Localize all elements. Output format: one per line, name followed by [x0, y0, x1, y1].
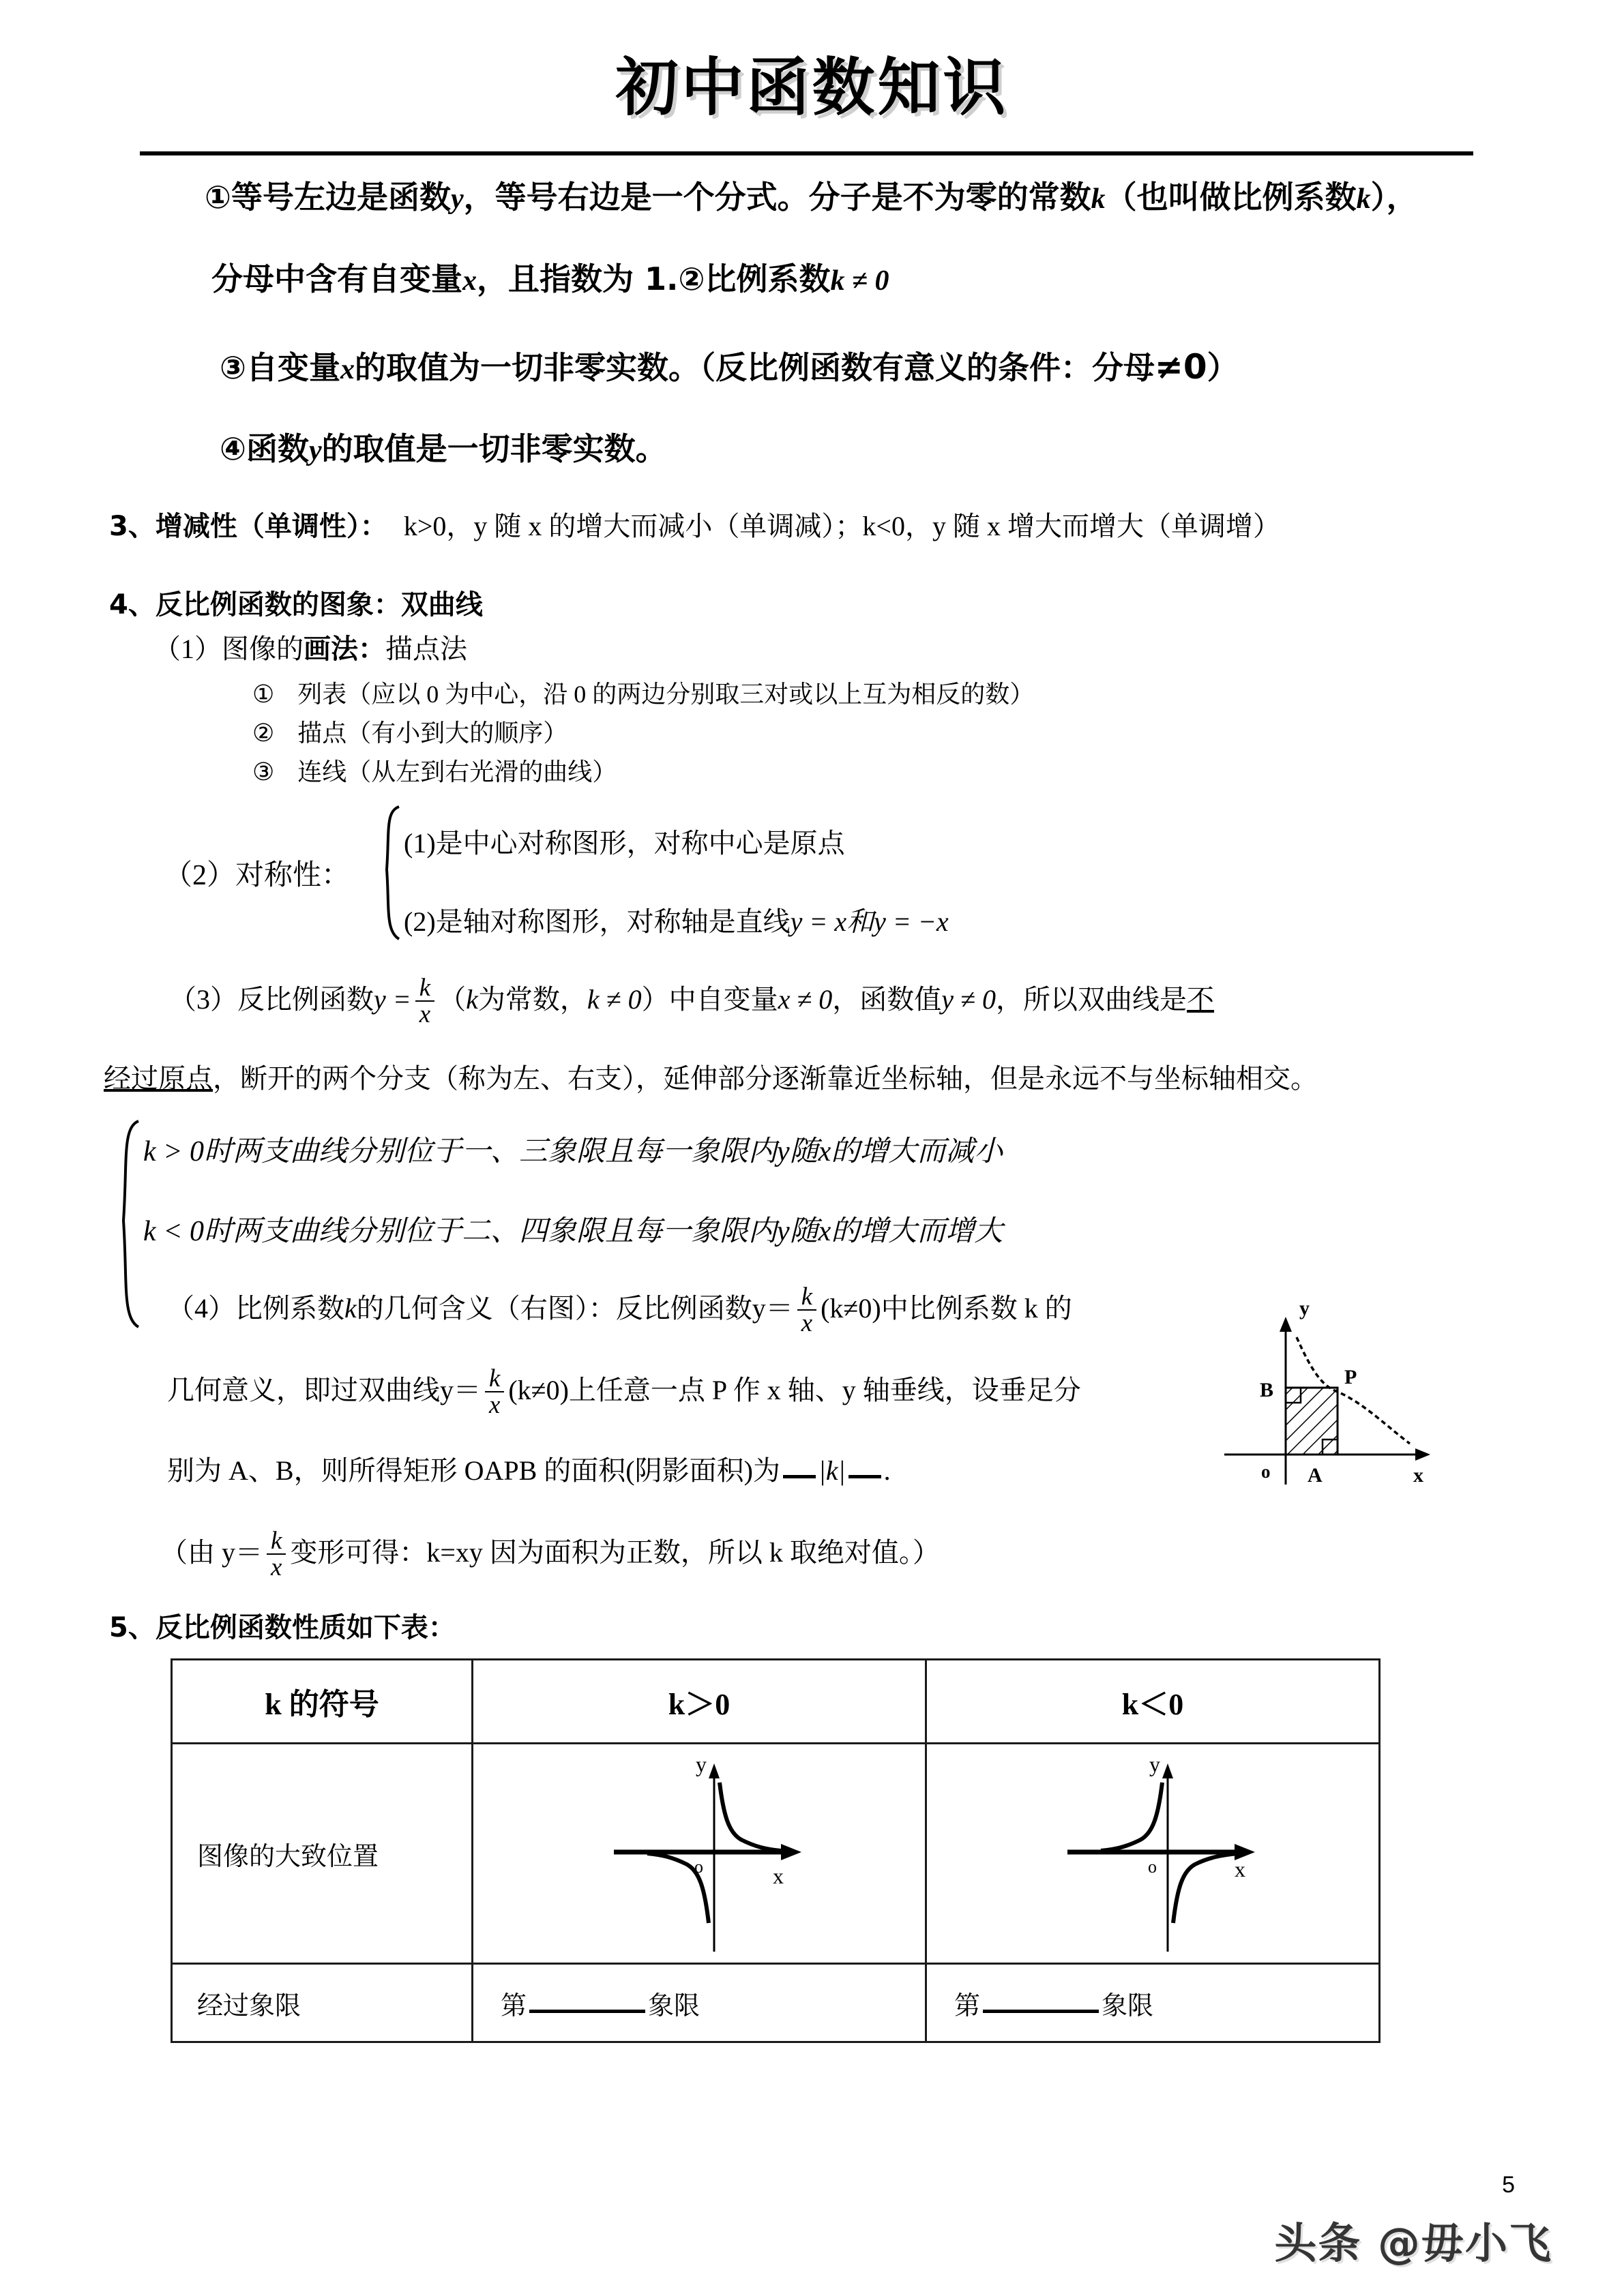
step-3-text: 连线（从左到右光滑的曲线） — [297, 758, 617, 786]
symmetry-brace-icon — [372, 805, 403, 941]
note-b: 变形可得：k=xy 因为面积为正数，所以 k 取绝对值。） — [290, 1536, 940, 1568]
fraction-numerator: k — [419, 973, 431, 1001]
figure-label-b: B — [1260, 1379, 1274, 1401]
sub1-suffix: 描点法 — [385, 633, 467, 664]
kpos-label-o: o — [694, 1856, 703, 1877]
step-1-text: 列表（应以 0 为中心，沿 0 的两边分别取三对或以上互为相反的数） — [297, 681, 1035, 708]
def3-text-b: 的取值为一切 — [354, 349, 543, 386]
kneg-branch-q4 — [1173, 1853, 1239, 1923]
quadrant-suffix-1: 象限 — [648, 1991, 700, 2021]
def4-text-a: ④函数 — [220, 430, 309, 467]
title-divider — [140, 151, 1473, 155]
figure-label-y: y — [1299, 1299, 1310, 1320]
def1b-expr-k: k ≠ 0 — [830, 265, 889, 297]
fraction-k-over-x — [415, 975, 434, 1027]
kneg-branch-q2 — [1101, 1783, 1162, 1851]
fraction-denominator: x — [415, 1000, 434, 1027]
sub3-text-b: （ — [439, 983, 467, 1015]
kpos-branch-q1 — [720, 1783, 781, 1851]
step-2-text: 描点（有小到大的顺序） — [297, 719, 568, 747]
fill-blank-left[interactable] — [783, 1475, 816, 1478]
symmetry-line-2 — [404, 900, 949, 939]
def3-var-x: x — [340, 354, 355, 385]
step-2-mark: ② — [252, 719, 275, 747]
table-cell-graph-k-positive — [473, 1744, 926, 1964]
fraction-k-over-x-4 — [267, 1528, 286, 1580]
kpos-x-arrow — [781, 1844, 801, 1860]
quadrant-prefix-2: 第 — [954, 1991, 981, 2021]
section-4-sub-4-line-3 — [167, 1449, 891, 1488]
figure-label-p: P — [1344, 1366, 1357, 1388]
quadrant-suffix-2: 象限 — [1102, 1991, 1154, 2021]
sub1-bold: 画法： — [304, 633, 385, 665]
table-header-k-negative: k＜0 — [926, 1660, 1380, 1744]
def3-text-c: 实数。（反比例函数有意义的条件：分母 — [605, 349, 1155, 386]
sub3-x: x ≠ 0 — [778, 983, 833, 1015]
sub4-l2-b: (k≠0)上任意一点 P 作 x 轴、y 轴垂线，设垂足分 — [508, 1374, 1081, 1405]
step-item-1 — [252, 675, 1034, 710]
def1-text-b: ，等号右边是一个分式。分子是不为零的常数 — [463, 179, 1091, 215]
fraction-k-over-x-3 — [485, 1366, 504, 1418]
kpos-label-x: x — [773, 1863, 784, 1888]
sub4-l3-a: 别为 A、B，则所得矩形 OAPB 的面积(阴影面积)为 — [167, 1455, 780, 1486]
def1-text-c: （也叫做比例系数 — [1105, 179, 1357, 215]
definition-item-1-line-1 — [205, 173, 1418, 218]
table-header-row — [172, 1660, 1380, 1744]
kneg-label-o: o — [1148, 1856, 1157, 1877]
section-3 — [109, 505, 1280, 543]
definition-item-3 — [220, 343, 1239, 388]
sub4-text-c: (k≠0)中比例系数 k 的 — [821, 1292, 1072, 1324]
sub3-line2-rest: ，断开的两个分支（称为左、右支），延伸部分逐渐靠近坐标轴，但是永远不与坐标轴相交。 — [213, 1063, 1318, 1094]
sub3-k: k — [466, 983, 478, 1015]
fraction3-numerator: k — [489, 1364, 501, 1392]
section-5-heading: 5、反比例函数性质如下表： — [109, 1612, 456, 1643]
table-label-quadrants: 经过象限 — [172, 1964, 473, 2042]
section-4-sub-3-line-2 — [104, 1057, 1318, 1096]
quadrant-rule-k-positive: k > 0时两支曲线分别位于一、三象限且每一象限内y随x的增大而减小 — [143, 1136, 1003, 1167]
def3-emphasis: 非零 — [542, 349, 606, 386]
page-number: 5 — [1502, 2172, 1515, 2198]
sub3-text-a: （3）反比例函数 — [169, 983, 374, 1015]
properties-table — [171, 1658, 1381, 2043]
fraction2-numerator: k — [801, 1282, 813, 1310]
sub3-underline-bu: 不 — [1187, 983, 1215, 1015]
section-4-sub-1 — [153, 627, 467, 666]
quadrant-brace-icon — [106, 1118, 144, 1330]
quadrant-prefix-1: 第 — [501, 1991, 527, 2021]
section-4-sub-2-label: （2）对称性： — [164, 860, 351, 891]
def1b-text-b: ，且指数为 1.②比例系数 — [477, 260, 831, 297]
sub3-yv: y ≠ 0 — [941, 983, 996, 1015]
table-header-k-sign: k 的符号 — [172, 1660, 473, 1744]
quadrant-rule-k-negative: k < 0时两支曲线分别位于二、四象限且每一象限内y随x的增大而增大 — [143, 1216, 1003, 1247]
definition-item-1-line-2 — [211, 254, 889, 299]
graph-k-negative-icon — [1009, 1750, 1296, 1954]
table-label-graph-position: 图像的大致位置 — [172, 1744, 473, 1964]
def4-var-y: y — [308, 435, 322, 466]
section-4-sub-4-line-1 — [167, 1282, 1072, 1337]
sub1-prefix: （1）图像的 — [153, 633, 304, 664]
table-cell-quadrant-k-negative — [926, 1964, 1380, 2042]
figure-label-a: A — [1308, 1464, 1323, 1487]
def1-var-k: k — [1091, 183, 1106, 215]
sub4-k: k — [344, 1292, 357, 1324]
def1-text-d: ）， — [1370, 179, 1418, 215]
def1-var-y: y — [450, 183, 464, 215]
definition-item-4 — [220, 424, 667, 469]
def4-text-b: 的取值是一切 — [321, 430, 510, 467]
symmetry-line-1: (1)是中心对称图形，对称中心是原点 — [404, 828, 845, 859]
section-4-sub-3-line-1 — [169, 973, 1215, 1028]
graph-k-positive-icon — [556, 1750, 842, 1954]
note-a: （由 y＝ — [160, 1536, 263, 1568]
figure-label-o: o — [1261, 1461, 1271, 1482]
y-axis-arrow — [1280, 1317, 1292, 1332]
sub3-y: y = — [374, 983, 411, 1015]
watermark: 头条 @毋小飞 — [1274, 2218, 1552, 2268]
fraction4-denominator: x — [267, 1553, 286, 1580]
fraction4-numerator: k — [271, 1526, 282, 1554]
def1-var-k2: k — [1356, 183, 1371, 215]
fraction2-denominator: x — [797, 1309, 816, 1336]
kpos-label-y: y — [696, 1751, 707, 1776]
def4-emphasis: 非零 — [510, 430, 573, 467]
table-cell-graph-k-negative — [926, 1744, 1380, 1964]
page-title: 初中函数知识 — [615, 51, 1009, 124]
sub4-text-a: （4）比例系数 — [167, 1292, 344, 1324]
sub3-text-c: 为常数， — [477, 983, 587, 1015]
rectangle-oapb — [1286, 1388, 1338, 1455]
x-axis-arrow — [1415, 1448, 1430, 1461]
fill-blank-right[interactable] — [848, 1475, 881, 1478]
symmetry-line-2-text: (2)是轴对称图形，对称轴是直线 — [404, 906, 791, 937]
sub4-l2-y: y＝ — [440, 1374, 481, 1405]
def3-text-a: ③自变量 — [220, 349, 340, 386]
step-3-mark: ③ — [252, 758, 275, 786]
table-header-k-positive: k＞0 — [473, 1660, 926, 1744]
section-4-sub-4-line-2 — [167, 1364, 1081, 1419]
section-3-heading: 3、增减性（单调性）： — [109, 511, 387, 542]
geometric-meaning-figure — [1211, 1299, 1443, 1497]
table-row-graphs — [172, 1744, 1380, 1964]
def1b-text-a: 分母中含有自变量 — [211, 260, 462, 297]
sub3-line2-underline: 经过原点 — [104, 1063, 213, 1094]
section-4-heading: 4、反比例函数的图象：双曲线 — [109, 589, 483, 621]
step-1-mark: ① — [252, 681, 275, 709]
sub4-y: y＝ — [752, 1292, 793, 1324]
sub4-l3-k: |k| — [818, 1455, 846, 1486]
step-item-3 — [252, 753, 617, 788]
quadrant-blank-2[interactable] — [983, 2010, 1099, 2013]
kneg-y-arrow — [1162, 1763, 1173, 1778]
figure-label-x: x — [1413, 1464, 1423, 1487]
section-4-note — [160, 1526, 940, 1581]
sub3-k2: k ≠ 0 — [587, 983, 642, 1015]
kneg-label-x: x — [1235, 1856, 1245, 1881]
def4-text-c: 实数。 — [572, 430, 667, 467]
step-item-2 — [252, 714, 567, 749]
sub4-text-b: 的几何含义（右图）：反比例函数 — [356, 1292, 752, 1324]
sub4-l2-a: 几何意义，即过双曲线 — [167, 1374, 440, 1405]
def3-text-d: ） — [1207, 349, 1239, 386]
fraction3-denominator: x — [485, 1391, 504, 1418]
def1-text-a: ①等号左边是函数 — [205, 179, 451, 215]
section-3-body: k>0，y 随 x 的增大而减小（单调减）；k<0，y 随 x 增大而增大（单调增） — [403, 511, 1280, 541]
fraction-k-over-x-2 — [797, 1284, 816, 1336]
table-cell-quadrant-k-positive — [473, 1964, 926, 2042]
quadrant-blank-1[interactable] — [529, 2010, 645, 2013]
def3-neq: ≠0 — [1154, 347, 1207, 387]
kneg-label-y: y — [1149, 1751, 1160, 1776]
kpos-y-arrow — [709, 1763, 720, 1778]
symmetry-line-2-math: y = x和y = −x — [790, 906, 949, 937]
def1b-var-x: x — [462, 265, 477, 297]
sub3-text-f: ，所以双曲线是 — [996, 983, 1187, 1015]
sub4-l3-b: . — [883, 1455, 891, 1486]
sub3-text-d: ）中自变量 — [641, 983, 778, 1015]
table-row-quadrants — [172, 1964, 1380, 2042]
sub3-text-e: ，函数值 — [832, 983, 942, 1015]
